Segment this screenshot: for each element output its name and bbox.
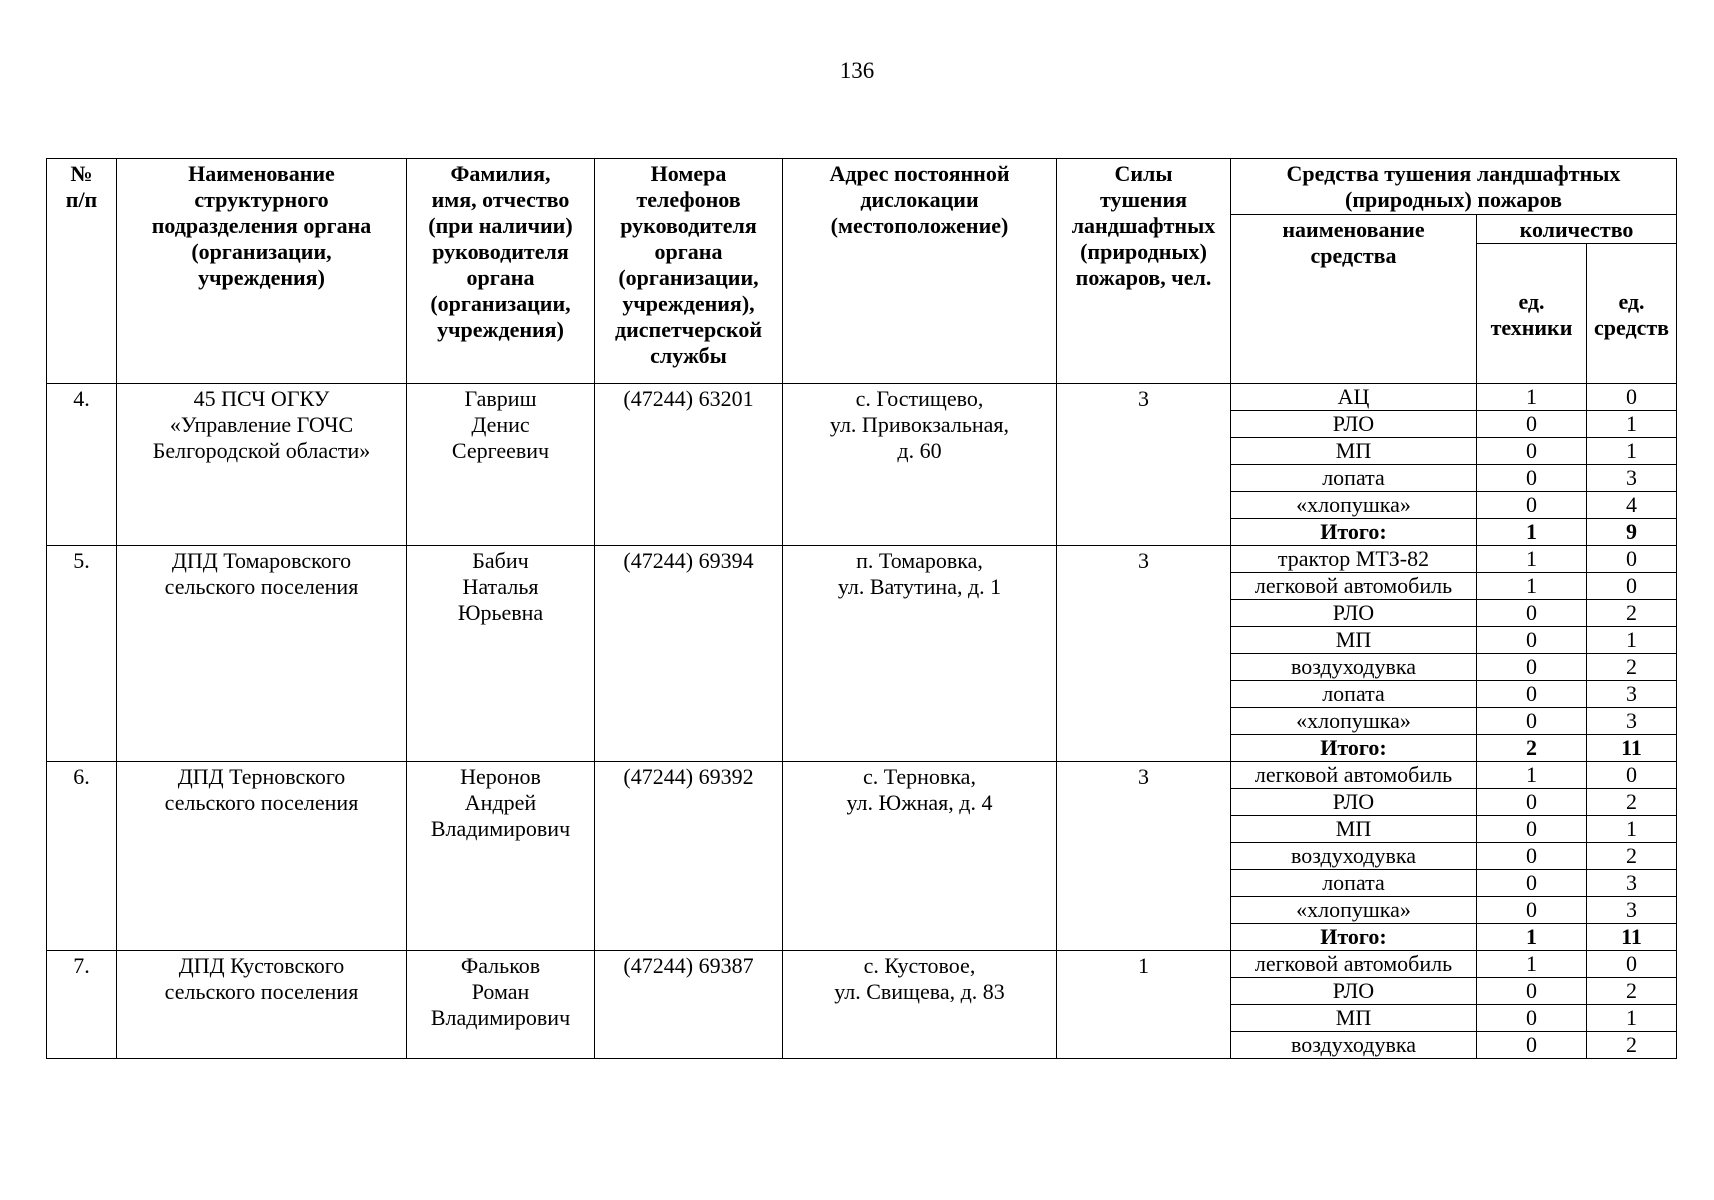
header-line: Адрес постоянной [829,161,1010,186]
head-name-line: Бабич [472,548,529,573]
header-line: (организации, [191,239,332,264]
qty-vehicles: 1 [1477,951,1587,978]
header-line: (организации, [430,291,571,316]
header-line: Наименование [188,161,335,186]
means-name: Итого: [1231,519,1477,546]
head-name-line: Юрьевна [457,600,544,625]
header-address [783,159,1057,384]
header-line: (организации, [618,265,759,290]
header-line: учреждения) [437,317,564,342]
header-line: службы [650,343,727,368]
means-name: РЛО [1231,600,1477,627]
header-line: (природных) [1080,239,1207,264]
qty-vehicles: 0 [1477,600,1587,627]
qty-means: 2 [1587,600,1677,627]
qty-vehicles: 1 [1477,519,1587,546]
address-line: с. Гостищево, [855,386,984,411]
qty-vehicles: 0 [1477,789,1587,816]
qty-vehicles: 1 [1477,924,1587,951]
header-line: имя, отчество [431,187,570,212]
qty-means: 2 [1587,789,1677,816]
qty-means: 11 [1587,735,1677,762]
header-line: ед. [1618,288,1645,314]
qty-vehicles: 0 [1477,816,1587,843]
address [783,762,1057,951]
qty-means: 1 [1587,438,1677,465]
qty-means: 3 [1587,465,1677,492]
unit-name-line: ДПД Кустовского [178,953,345,978]
qty-means: 1 [1587,411,1677,438]
qty-vehicles: 0 [1477,708,1587,735]
address [783,384,1057,546]
header-line: диспетчерской [614,317,763,342]
means-name: лопата [1231,870,1477,897]
qty-vehicles: 0 [1477,978,1587,1005]
qty-means: 3 [1587,708,1677,735]
header-head-name [407,159,595,384]
qty-means: 2 [1587,1032,1677,1059]
header-qty-vehicles [1477,244,1587,384]
means-name: Итого: [1231,735,1477,762]
qty-vehicles: 0 [1477,897,1587,924]
head-name-line: Сергеевич [451,438,550,463]
qty-means: 4 [1587,492,1677,519]
header-line: подразделения органа [151,213,372,238]
means-name: «хлопушка» [1231,708,1477,735]
address-line: ул. Ватутина, д. 1 [837,574,1002,599]
means-name: «хлопушка» [1231,897,1477,924]
forces-count: 3 [1057,546,1231,762]
header-line: учреждения), [622,291,755,316]
head-name-line: Роман [471,979,530,1004]
header-line: (при наличии) [428,213,573,238]
unit-name [117,951,407,1059]
header-line: (местоположение) [830,213,1009,238]
qty-means: 0 [1587,762,1677,789]
head-name-line: Гавриш [464,386,537,411]
header-line: руководителя [620,213,757,238]
means-name: легковой автомобиль [1231,573,1477,600]
forces-count: 3 [1057,384,1231,546]
qty-vehicles: 0 [1477,870,1587,897]
means-name: лопата [1231,465,1477,492]
address-line: с. Кустовое, [863,953,976,978]
phone-number: (47244) 69387 [595,951,783,1059]
head-name [407,546,595,762]
unit-name-line: Белгородской области» [152,438,371,463]
table-header [47,159,1677,384]
header-line: органа [654,239,723,264]
qty-vehicles: 0 [1477,492,1587,519]
phone-number: (47244) 69392 [595,762,783,951]
header-line: № [70,161,93,186]
means-name: воздуходувка [1231,1032,1477,1059]
header-phones [595,159,783,384]
header-num [47,159,117,384]
header-line: органа [466,265,535,290]
address-line: п. Томаровка, [856,548,983,573]
qty-means: 9 [1587,519,1677,546]
header-line: Средства тушения ландшафтных [1286,161,1621,186]
row-num: 4. [47,384,117,546]
means-name: АЦ [1231,384,1477,411]
qty-means: 0 [1587,384,1677,411]
unit-name-line: ДПД Терновского [177,764,346,789]
phone-number: (47244) 63201 [595,384,783,546]
qty-vehicles: 0 [1477,681,1587,708]
header-line: дислокации [860,187,979,212]
qty-vehicles: 0 [1477,1005,1587,1032]
head-name-line: Андрей [464,790,537,815]
header-line: (природных) пожаров [1345,187,1562,212]
header-line: структурного [194,187,329,212]
qty-means: 2 [1587,843,1677,870]
unit-name [117,762,407,951]
head-name-line: Денис [471,412,530,437]
address-line: ул. Свищева, д. 83 [834,979,1005,1004]
address-line: ул. Южная, д. 4 [846,790,993,815]
row-num: 7. [47,951,117,1059]
qty-means: 3 [1587,681,1677,708]
qty-vehicles: 0 [1477,465,1587,492]
qty-means: 0 [1587,573,1677,600]
row-num: 5. [47,546,117,762]
means-name: трактор МТЗ-82 [1231,546,1477,573]
qty-vehicles: 0 [1477,1032,1587,1059]
unit-name-line: сельского поселения [164,574,359,599]
forces-count: 1 [1057,951,1231,1059]
forces-count: 3 [1057,762,1231,951]
header-line: Номера [650,161,727,186]
head-name-line: Неронов [460,764,541,789]
means-name: МП [1231,627,1477,654]
head-name-line: Наталья [462,574,539,599]
phone-number: (47244) 69394 [595,546,783,762]
unit-name-line: «Управление ГОЧС [169,412,354,437]
header-line: учреждения) [198,265,325,290]
header-line: ландшафтных [1071,213,1216,238]
qty-vehicles: 0 [1477,438,1587,465]
header-line: техники [1490,314,1573,340]
qty-means: 0 [1587,951,1677,978]
means-name: РЛО [1231,411,1477,438]
header-means-name [1231,215,1477,384]
header-quantity: количество [1477,215,1677,244]
page-number: 136 [839,58,875,83]
unit-name-line: 45 ПСЧ ОГКУ [193,386,330,411]
means-name: МП [1231,438,1477,465]
head-name-line: Фальков [460,953,541,978]
header-line: средства [1310,243,1397,268]
header-line: Силы [1114,161,1173,186]
qty-means: 1 [1587,1005,1677,1032]
header-line: руководителя [432,239,569,264]
table-row [47,951,1677,978]
means-name: легковой автомобиль [1231,951,1477,978]
means-name: легковой автомобиль [1231,762,1477,789]
header-line: ед. [1518,288,1545,314]
qty-means: 1 [1587,816,1677,843]
header-qty-means [1587,244,1677,384]
address-line: д. 60 [897,438,942,463]
unit-name [117,546,407,762]
unit-name-line: сельского поселения [164,790,359,815]
head-name [407,951,595,1059]
means-name: Итого: [1231,924,1477,951]
qty-vehicles: 1 [1477,762,1587,789]
unit-name [117,384,407,546]
qty-means: 0 [1587,546,1677,573]
head-name-line: Владимирович [430,1005,571,1030]
qty-vehicles: 0 [1477,654,1587,681]
table-row [47,762,1677,789]
header-line: телефонов [636,187,741,212]
header-unit-name [117,159,407,384]
qty-means: 3 [1587,897,1677,924]
address [783,546,1057,762]
means-name: МП [1231,816,1477,843]
header-line: пожаров, чел. [1075,265,1212,290]
qty-vehicles: 1 [1477,546,1587,573]
header-line: средств [1593,314,1670,340]
address-line: ул. Привокзальная, [829,412,1010,437]
unit-name-line: сельского поселения [164,979,359,1004]
address [783,951,1057,1059]
qty-vehicles: 0 [1477,627,1587,654]
means-name: МП [1231,1005,1477,1032]
header-line: п/п [65,187,98,212]
qty-vehicles: 1 [1477,384,1587,411]
fire-means-table [46,158,1677,1059]
qty-means: 11 [1587,924,1677,951]
header-line: Фамилия, [450,161,551,186]
qty-vehicles: 0 [1477,843,1587,870]
header-forces [1057,159,1231,384]
qty-means: 2 [1587,654,1677,681]
qty-vehicles: 1 [1477,573,1587,600]
qty-means: 2 [1587,978,1677,1005]
unit-name-line: ДПД Томаровского [171,548,352,573]
head-name [407,762,595,951]
qty-vehicles: 2 [1477,735,1587,762]
means-name: РЛО [1231,978,1477,1005]
address-line: с. Терновка, [863,764,976,789]
means-name: воздуходувка [1231,654,1477,681]
head-name-line: Владимирович [430,816,571,841]
means-name: лопата [1231,681,1477,708]
table-row [47,384,1677,411]
header-line: наименование [1282,217,1425,242]
means-name: воздуходувка [1231,843,1477,870]
means-name: «хлопушка» [1231,492,1477,519]
header-means [1231,159,1677,215]
head-name [407,384,595,546]
qty-vehicles: 0 [1477,411,1587,438]
means-name: РЛО [1231,789,1477,816]
table-body [47,384,1677,1059]
qty-means: 3 [1587,870,1677,897]
qty-means: 1 [1587,627,1677,654]
table-row [47,546,1677,573]
header-line: тушения [1099,187,1188,212]
row-num: 6. [47,762,117,951]
